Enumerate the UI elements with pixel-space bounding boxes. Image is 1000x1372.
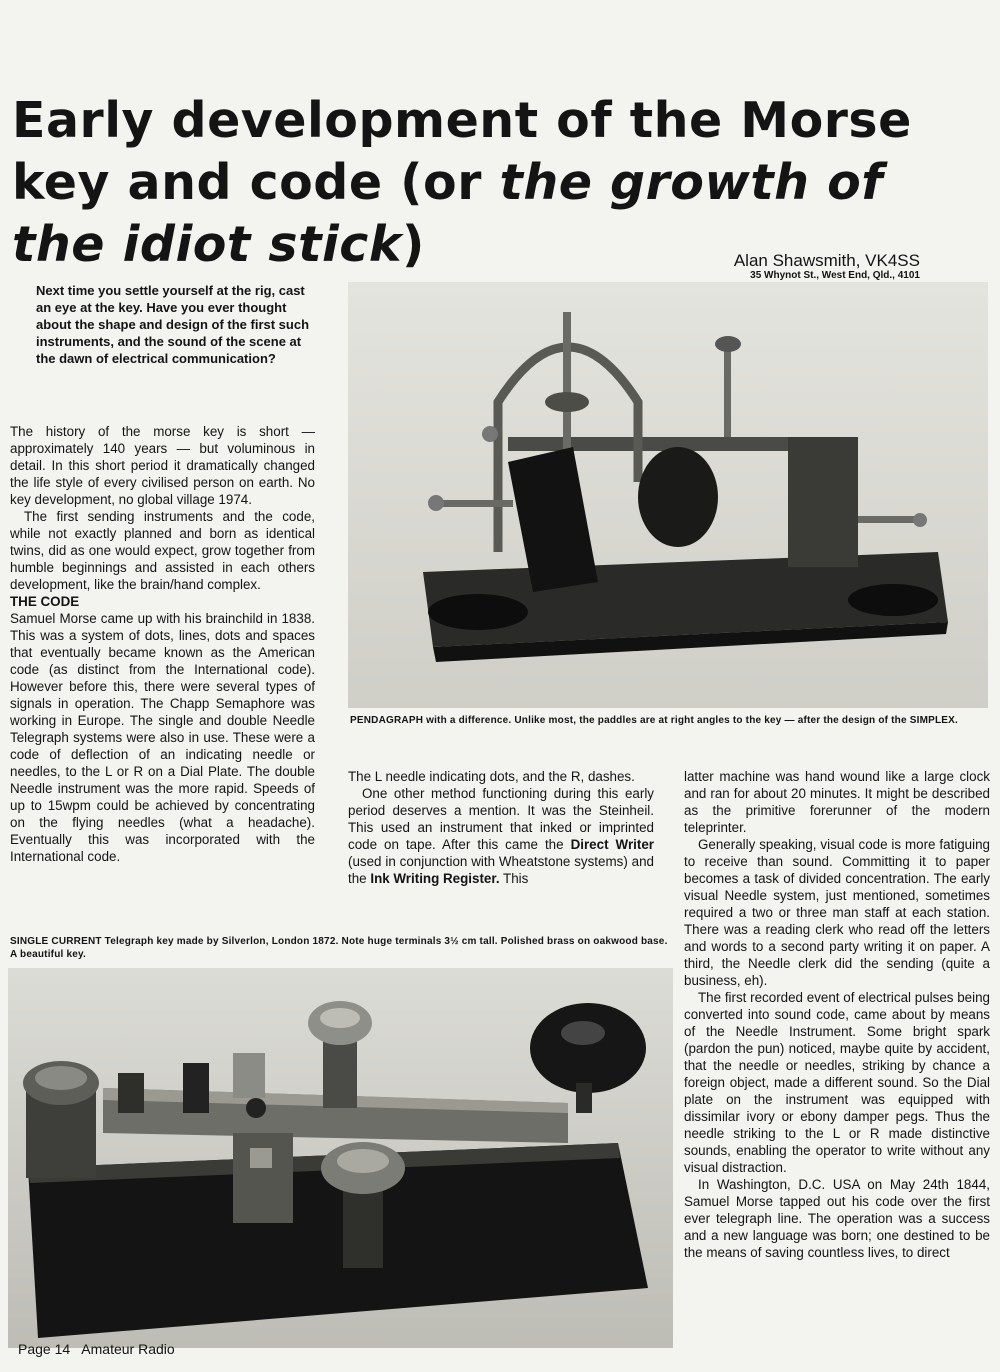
paragraph: One other method functioning during this early period deserves a mention. It was the Steinheil. This used an instrument that inked or imprinted code on tape. After this came the Direct Writer (used in conjunction with Wheatstone systems) and the Ink Writing Register. This	[348, 786, 654, 886]
page-number: Page 14	[18, 1341, 71, 1357]
paragraph: Generally speaking, visual code is more fatiguing to receive than sound. Committing it to paper becomes a task of divided concentration. The early visual Needle system, just mentioned, sometimes required a two or three man staff at each station. There was a reading clerk who read off the letters and words to a second party writing it on paper. A third, the Needle clerk did the sending (quite a business, eh).	[684, 837, 990, 988]
term-ink-writing-register: Ink Writing Register.	[370, 871, 500, 886]
telegraph-key-caption: SINGLE CURRENT Telegraph key made by Silverlon, London 1872. Note huge terminals 3½ cm tall. Polished brass on oakwood base. A beautiful key.	[10, 936, 668, 960]
paragraph: latter machine was hand wound like a large clock and ran for about 20 minutes. It might be described as the primitive forerunner of the modern teleprinter.	[684, 769, 990, 835]
pendagraph-photo	[348, 282, 988, 708]
title-line-2: key and code (or the growth of	[12, 154, 884, 211]
paragraph: The first sending instruments and the code, while not exactly planned and born as identical twins, did as one would expect, grow together from humble beginnings and assisted in each others development, like the brain/hand complex.	[10, 509, 315, 592]
title-line-1: Early development of the Morse	[12, 92, 912, 149]
author-address: 35 Whynot St., West End, Qld., 4101	[750, 270, 920, 281]
paragraph: Samuel Morse came up with his brainchild in 1838. This was a system of dots, lines, dots and spaces that eventually became known as the American code (as distinct from the International code). However before this, there were several types of signals in operation. The Chapp Semaphore was working in Europe. The single and double Needle Telegraph systems were also in use. These were a code of deflection of an indicating needle or needles, to the L or R on a Dial Plate. The double Needle instrument was the more rapid. Speeds of up to 15wpm could be achieved by concentrating on the flying needles (what a headache). Eventually this was incorporated with the International code.	[10, 611, 315, 864]
paragraph: The history of the morse key is short — approximately 140 years — but voluminous in detail. In this short period it dramatically changed the life style of every civilised person on earth. No key development, no global village 1974.	[10, 424, 315, 507]
paragraph: The L needle indicating dots, and the R, dashes.	[348, 769, 635, 784]
pendagraph-caption: PENDAGRAPH with a difference. Unlike most, the paddles are at right angles to the key — after the design of the SIMPLEX.	[350, 715, 958, 726]
text-column-1	[10, 423, 315, 865]
text-column-2	[348, 768, 654, 887]
text-column-3	[684, 768, 990, 1261]
magazine-name: Amateur Radio	[81, 1341, 175, 1357]
page-footer	[18, 1341, 183, 1357]
title-line-3: the idiot stick)	[12, 216, 425, 273]
article-title	[12, 90, 932, 276]
author-name: Alan Shawsmith, VK4SS	[733, 251, 920, 270]
byline	[734, 252, 920, 282]
section-heading: THE CODE	[10, 594, 80, 609]
term-direct-writer: Direct Writer	[570, 837, 654, 852]
paragraph: The first recorded event of electrical pulses being converted into sound code, came about by means of the Needle Instrument. Some bright spark (pardon the pun) noticed, maybe quite by accident, that the needle or needles, striking by chance a foreign object, made a different sound. So the Dial plate on the instrument was equipped with dissimilar ivory or ebony damper pegs. Thus the needle striking to the L or R made distinctive sounds, enabling the operator to write without any visual distraction.	[684, 990, 990, 1175]
paragraph: In Washington, D.C. USA on May 24th 1844, Samuel Morse tapped out his code over the first ever telegraph line. The operation was a success and a new language was born; one destined to be the means of saving countless lives, to direct	[684, 1177, 990, 1260]
telegraph-key-photo	[8, 968, 673, 1348]
standfirst: Next time you settle yourself at the rig, cast an eye at the key. Have you ever thought about the shape and design of the first such instruments, and the sound of the scene at the dawn of electrical communication?	[36, 283, 310, 366]
